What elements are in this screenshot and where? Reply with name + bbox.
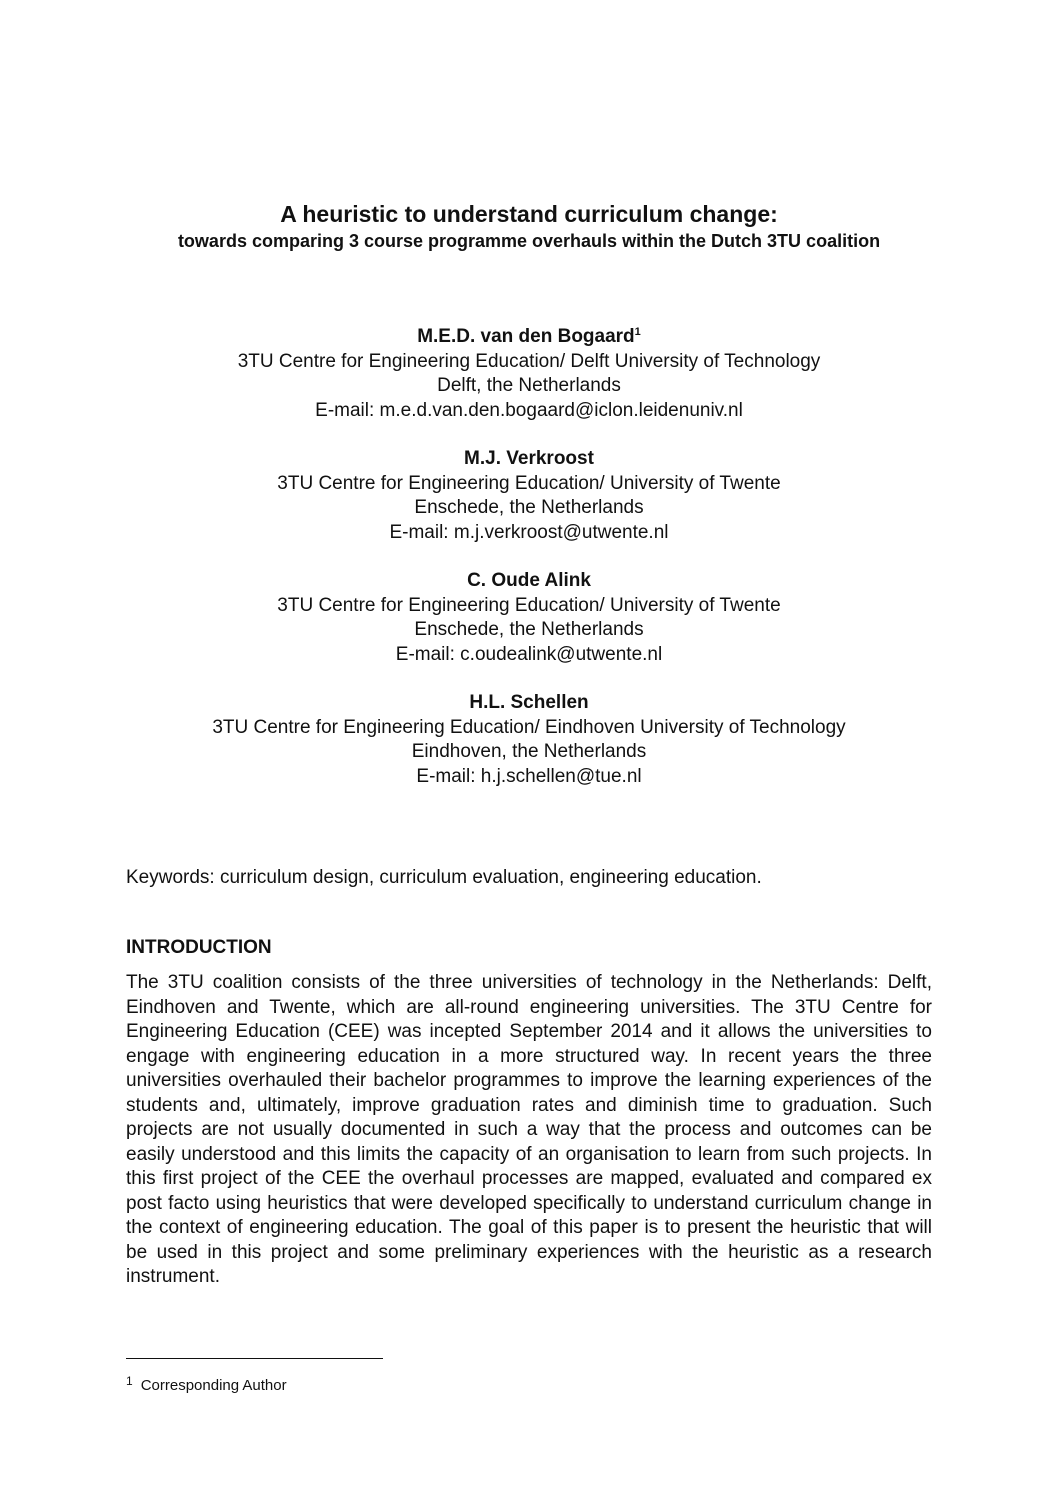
- author-block: [0, 569, 1058, 667]
- author-affiliation: 3TU Centre for Engineering Education/ Delft University of Technology: [237, 350, 821, 372]
- author-block: [0, 691, 1058, 789]
- keywords-line: Keywords: curriculum design, curriculum evaluation, engineering education.: [126, 867, 762, 888]
- author-name: M.J. Verkroost: [464, 448, 594, 469]
- introduction-heading: INTRODUCTION: [126, 937, 272, 958]
- author-name: H.L. Schellen: [469, 692, 589, 713]
- author-location: Delft, the Netherlands: [437, 375, 621, 396]
- introduction-paragraph: The 3TU coalition consists of the three universities of technology in the Netherlands: Delft, Eindhoven and Twente, which are all-round engineering universities. The 3TU Centre for Engineering Education (CEE) was incepted September 2014 and it allows the universities to engage with engineering education in a more structured way. In recent years the three universities overhauled their bachelor programmes to improve the learning experiences of the students and, ultimately, improve graduation rates and diminish time to graduation. Such projects are not usually documented in such a way that the process and outcomes can be easily understood and this limits the capacity of an organisation to learn from such projects. In this first project of the CEE the overhaul processes are mapped, evaluated and compared ex post facto using heuristics that were developed specifically to understand curriculum change in the context of engineering education. The goal of this paper is to present the heuristic that will be used in this project and some preliminary experiences with the heuristic as a research instrument.: [126, 972, 932, 1287]
- author-name: C. Oude Alink: [467, 570, 591, 591]
- author-location: Eindhoven, the Netherlands: [411, 741, 647, 762]
- author-affiliation: 3TU Centre for Engineering Education/ Eindhoven University of Technology: [212, 716, 846, 738]
- author-name: M.E.D. van den Bogaard$^1$: [417, 326, 641, 347]
- author-block: [0, 325, 1058, 423]
- author-email: E-mail: c.oudealink@utwente.nl: [395, 643, 663, 665]
- paper-subtitle: towards comparing 3 course programme overhauls within the Dutch 3TU coalition: [177, 231, 881, 251]
- author-location: Enschede, the Netherlands: [414, 619, 644, 640]
- author-location: Enschede, the Netherlands: [414, 497, 644, 518]
- author-email: E-mail: m.j.verkroost@utwente.nl: [389, 521, 669, 543]
- author-email: E-mail: m.e.d.van.den.bogaard@iclon.leidenuniv.nl: [315, 399, 743, 421]
- author-affiliation: 3TU Centre for Engineering Education/ University of Twente: [277, 594, 781, 616]
- author-list: [0, 325, 1058, 813]
- footnote: [126, 1376, 287, 1396]
- footnote-text: Corresponding Author: [140, 1377, 287, 1394]
- author-block: [0, 447, 1058, 545]
- footnote-divider: [126, 1358, 383, 1359]
- author-affiliation: 3TU Centre for Engineering Education/ University of Twente: [277, 472, 781, 494]
- footnote-mark: 1: [634, 326, 641, 338]
- paper-title: A heuristic to understand curriculum change:: [280, 201, 778, 227]
- footnote-mark: 1: [126, 1374, 133, 1388]
- author-email: E-mail: h.j.schellen@tue.nl: [416, 765, 642, 787]
